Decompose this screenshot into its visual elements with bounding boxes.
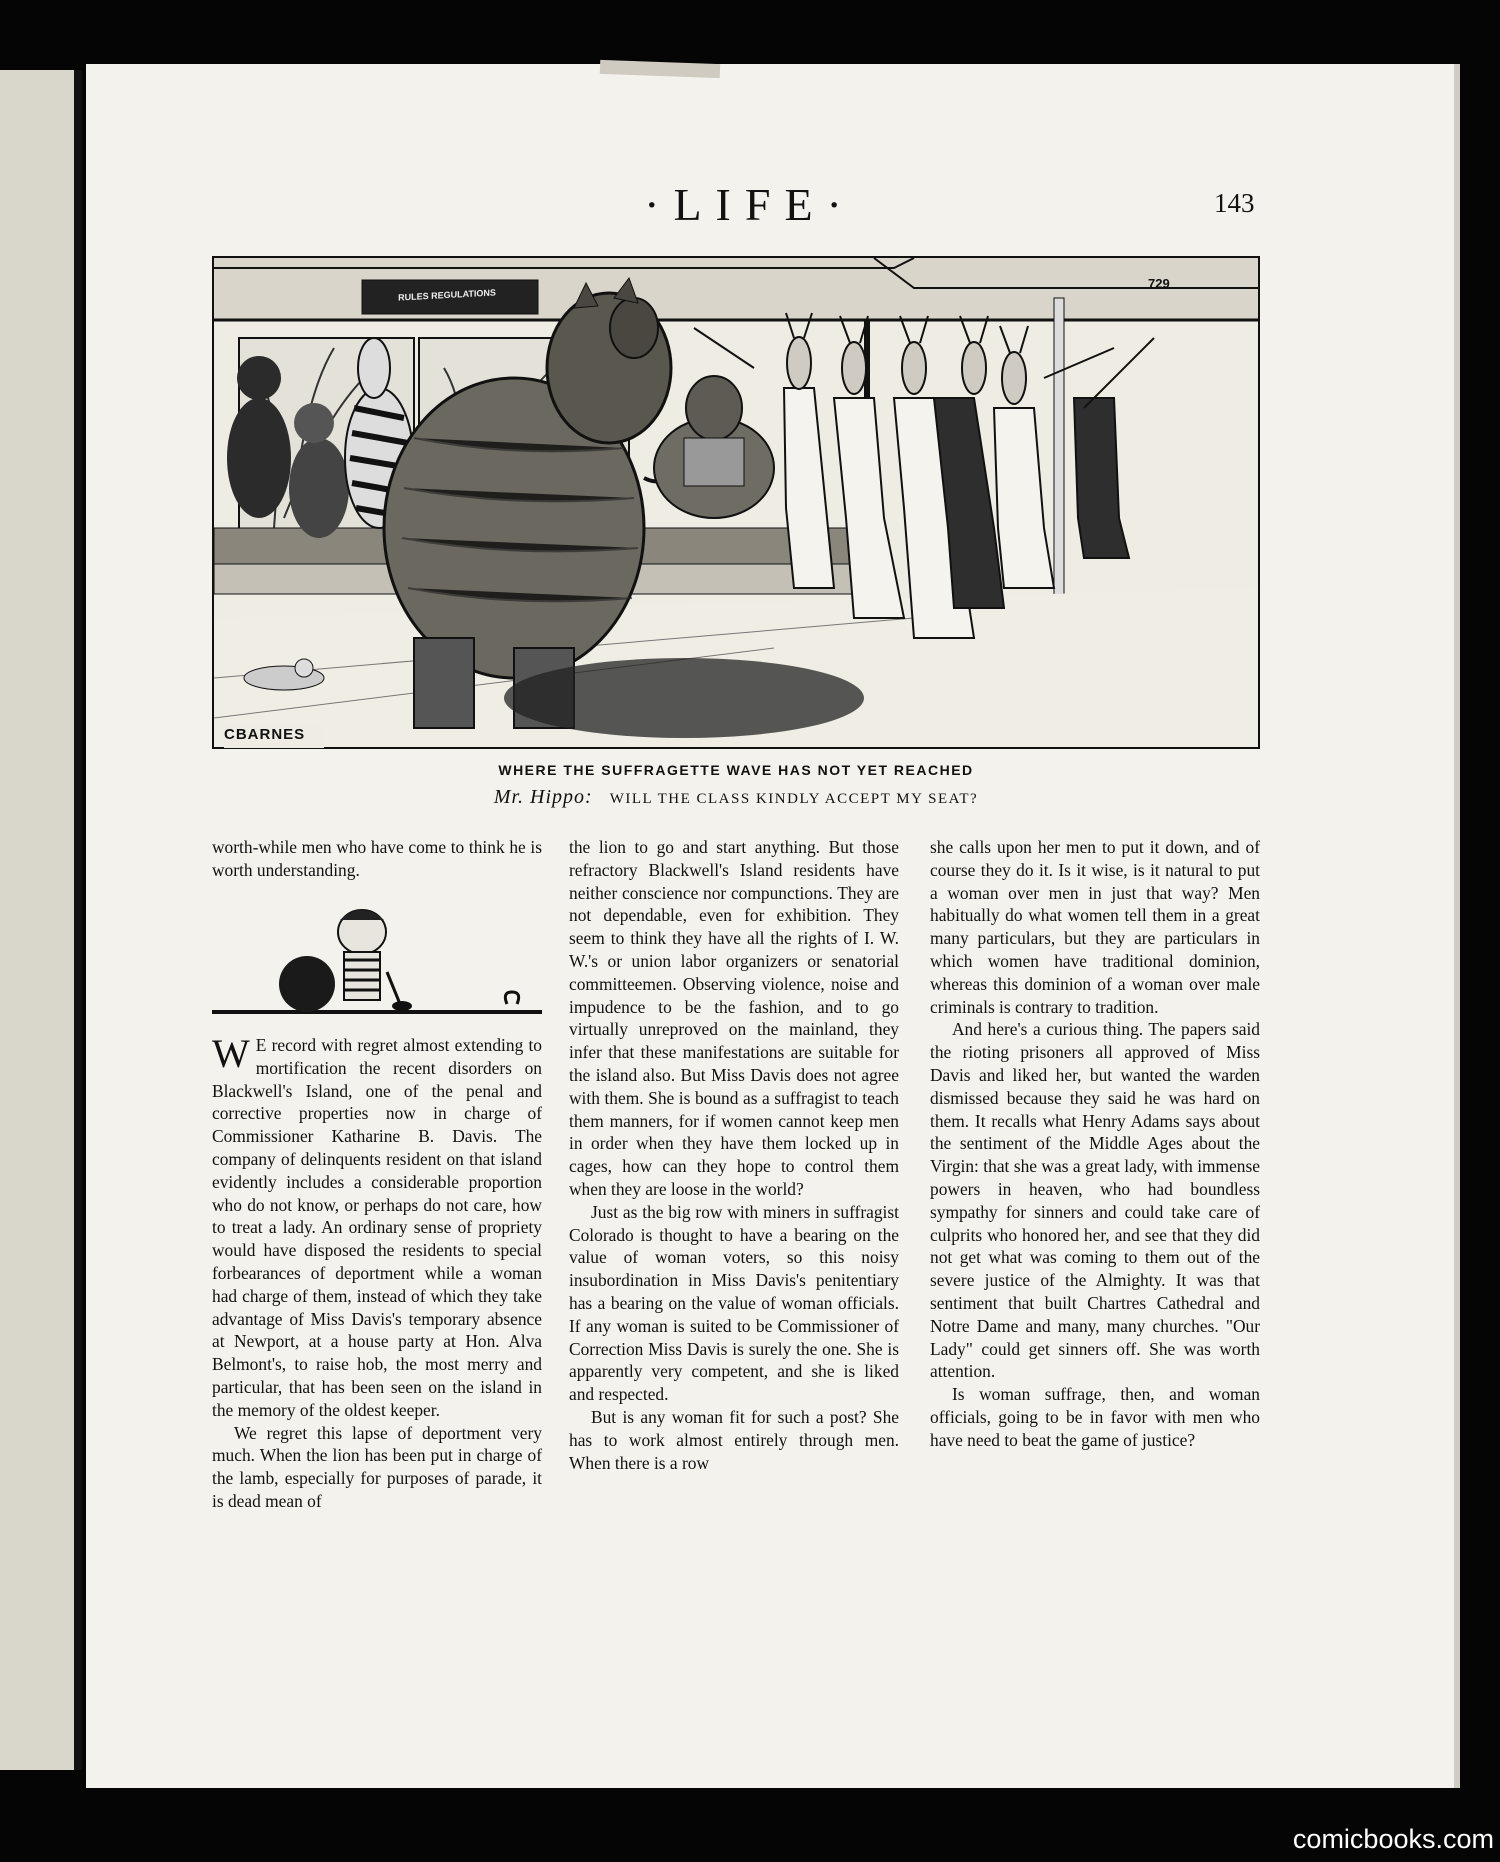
paragraph: worth-while men who have come to think he is worth understanding.: [212, 837, 542, 880]
artist-signature: CBARNES: [224, 726, 324, 748]
article-column-3: [930, 836, 1260, 1616]
paragraph: Just as the big row with miners in suffragist Colorado is thought to have a bearing on the value of woman voters, so this noisy insubordination in Miss Davis's penitentiary has a bearing on the value of woman officials. If any woman is suited to be Commissioner of Correction Miss Davis is surely the one. She is apparently very competent, and she is liked and respected.: [569, 1201, 899, 1405]
caption-speaker: Mr. Hippo:: [493, 786, 593, 808]
paragraph: We regret this lapse of deportment very much. When the lion has been put in charge of the lamb, especially for purposes of parade, it is dead mean of: [212, 1422, 542, 1511]
paragraph: Is woman suffrage, then, and woman officials, going to be in favor with men who have need to beat the game of justice?: [930, 1384, 1260, 1450]
car-sign-text: RULES REGULATIONS: [398, 287, 496, 303]
paragraph: But is any woman fit for such a post? She has to work almost entirely through men. When there is a row: [569, 1406, 899, 1473]
paragraph: [212, 1031, 542, 1422]
paragraph: And here's a curious thing. The papers said the rioting prisoners all approved of Miss Davis and liked her, but wanted the warden dismissed because they said he was hard on them. It recalls what Henry Adams says about the sentiment of the Middle Ages about the Virgin: that she was a great lady, with immense powers in heaven, who had boundless sympathy for sinners and could take care of culprits who honored her, and see that they did not get what was coming to them out of the severe justice of the Almighty. It was that sentiment that built Chartres Cathedral and Notre Dame and many, many churches. "Our Lady" could get sinners off. She was worth attention.: [930, 1019, 1260, 1382]
cartoon-caption: [212, 786, 1260, 812]
prisoner-vignette-illustration: [212, 892, 542, 1022]
previous-page-edge: [0, 70, 80, 1770]
car-number: 729: [1148, 276, 1170, 291]
binding-shadow: [74, 70, 82, 1770]
page-number: 143: [1214, 188, 1255, 218]
cartoon-caption-title: WHERE THE SUFFRAGETTE WAVE HAS NOT YET REACHED: [498, 762, 974, 778]
masthead: ·LIFE·: [644, 179, 856, 230]
cartoon-drawing: [214, 258, 1258, 747]
paragraph: the lion to go and start anything. But those refractory Blackwell's Island residents have neither conscience nor compunctions. They are not dependable, even for exhibition. They seem to think they have all the rights of I. W. W.'s or union labor organizers or senatorial committeemen. Observing violence, noise and impudence to be the fashion, and to go virtually unreproved on the mainland, they infer that these manifestations are suitable for the island also. But Miss Davis does not agree with them. She is bound as a suffragist to teach them manners, for if women cannot keep men in order when they have them locked up in cages, how can they hope to control them when they are loose in the world?: [569, 837, 899, 1199]
paragraph-text: E record with regret almost extending to mortification the recent disorders on Blackwell's Island, one of the penal and corrective properties now in charge of Commissioner Katharine B. Davis. The company of delinquents resident on that island evidently includes a considerable proportion who do not know, or perhaps do not care, how to treat a lady. An ordinary sense of propriety would have disposed the residents to special forbearances of deportment while a woman had charge of them, instead of which they take advantage of Miss Davis's temporary absence at Newport, at a house party at Hon. Alva Belmont's, to raise hob, the most merry and particular, that has been seen on the island in the memory of the oldest keeper.: [212, 1035, 542, 1420]
site-watermark: comicbooks.com: [1292, 1824, 1494, 1854]
drop-cap: W: [212, 1031, 250, 1076]
paragraph: she calls upon her men to put it down, and of course they do it. Is it wise, is it natural to put a woman over men in just that way? Men habitually do what women tell them in a great many particulars, but they are particulars in which women have traditional dominion, whereas this dominion of a woman over male criminals is contrary to tradition.: [930, 837, 1260, 1017]
article-column-1-top: [212, 836, 542, 886]
caption-dialogue: WILL THE CLASS KINDLY ACCEPT MY SEAT?: [609, 791, 979, 807]
article-column-1: [212, 1031, 542, 1614]
article-column-2: [569, 836, 899, 1616]
cartoon-illustration: [212, 256, 1260, 749]
